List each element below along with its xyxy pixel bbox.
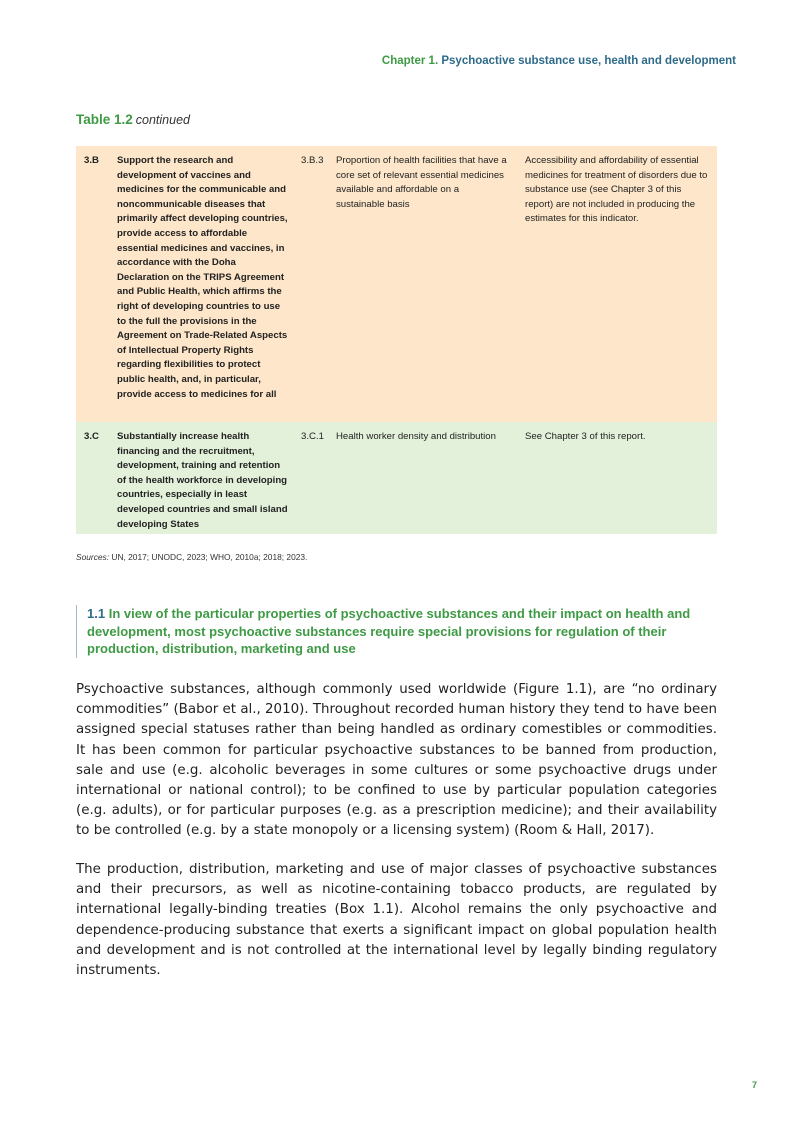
indicator-text: Proportion of health facilities that have a core set of relevant essential medicines available and affordable on a sustainable basis — [336, 155, 507, 210]
table-caption — [76, 112, 190, 127]
target-code: 3.C — [84, 431, 99, 442]
table-row — [76, 422, 717, 534]
table-row — [76, 146, 717, 422]
chapter-label: Chapter 1. — [381, 55, 439, 67]
body-paragraph: Psychoactive substances, although commonly used worldwide (Figure 1.1), are “no ordinary commodities” (Babor et al., 2010). Throughout recorded human history they tend to have been assigned special statuses rather than being handled as ordinary comestibles or commodities. It has been common for particular psychoactive substances to be banned from production, sale and use (e.g. alcoholic beverages in some cultures or some psychoactive drugs under international or national control); to be confined to use by particular population categories (e.g. adults), or for particular purposes (e.g. as a prescription medicine); and their availability to be controlled (e.g. by a state monopoly or a licensing system) (Room & Hall, 2017). — [76, 682, 717, 839]
running-header — [382, 55, 736, 67]
indicator-text: Health worker density and distribution — [336, 431, 496, 442]
target-text: Support the research and development of vaccines and medicines for the communicable and noncommunicable diseases that primarily affect developing countries, provide access to affordable essential medicines and vaccines, in accordance with the Doha Declaration on the TRIPS Agreement and Public Health, which affirms the right of developing countries to use to the full the provisions in the Agreement on Trade-Related Aspects of Intellectual Property Rights regarding flexibilities to protect public health, and, in particular, provide access to medicines for all — [117, 155, 288, 400]
sources-text: UN, 2017; UNODC, 2023; WHO, 2010a; 2018; 2023. — [111, 552, 308, 562]
target-code: 3.B — [84, 155, 99, 166]
section-heading — [76, 605, 706, 658]
indicator-note: Accessibility and affordability of essential medicines for treatment of disorders due to substance use (see Chapter 3 of this report) are not included in producing the estimates for this indicator. — [525, 155, 708, 225]
page-number: 7 — [751, 1080, 757, 1090]
indicator-code: 3.C.1 — [301, 431, 324, 442]
table-number: Table 1.2 — [76, 112, 133, 127]
target-text: Substantially increase health financing and the recruitment, development, training and retention of the health workforce in developing countries, especially in least developed countries and small island developing States — [117, 431, 288, 530]
indicator-note: See Chapter 3 of this report. — [525, 431, 646, 442]
table-sources — [76, 552, 307, 562]
sdg-indicator-table — [76, 146, 717, 534]
chapter-title: Psychoactive substance use, health and development — [441, 55, 736, 67]
sources-label: Sources: — [76, 552, 110, 562]
section-heading-text: In view of the particular properties of psychoactive substances and their impact on health and development, most psychoactive substances require special provisions for regulation of their production, distribution, marketing and use — [87, 606, 691, 656]
section-number: 1.1 — [87, 606, 106, 621]
table-continued-label: continued — [135, 113, 190, 127]
body-paragraph: The production, distribution, marketing and use of major classes of psychoactive substances and their precursors, as well as nicotine-containing tobacco products, are regulated by international legally-binding treaties (Box 1.1). Alcohol remains the only psychoactive and dependence-producing substance that exerts a significant impact on global population health and development and is not controlled at the international level by legally binding regulatory instruments. — [76, 862, 717, 979]
indicator-code: 3.B.3 — [301, 155, 324, 166]
